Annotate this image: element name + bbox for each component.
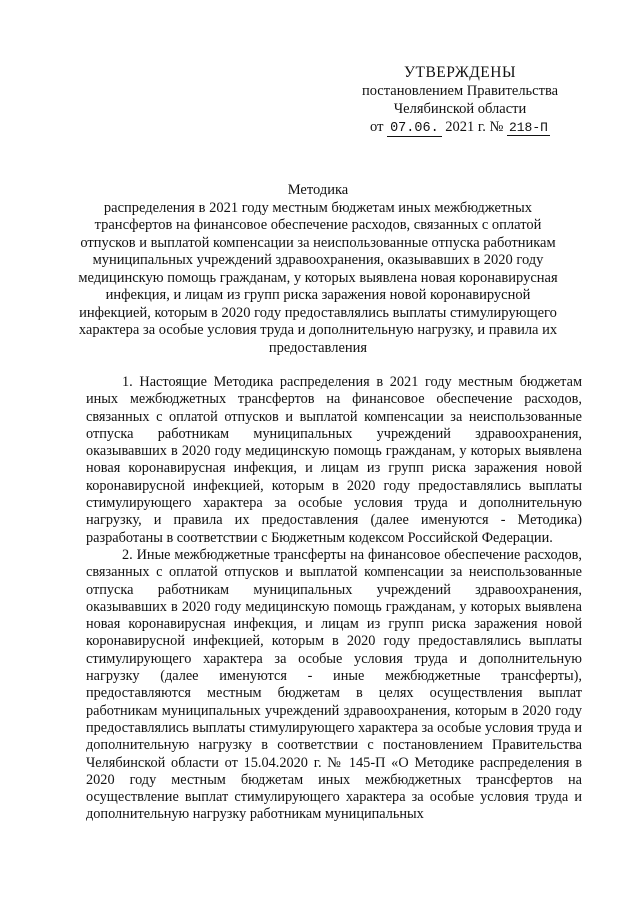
approval-number-handwritten: 218-П xyxy=(508,120,548,135)
approval-block xyxy=(340,64,580,137)
document-body xyxy=(86,374,582,824)
paragraph-1: 1. Настоящие Методика распределения в 2021 году местным бюджетам иных межбюджетных трансфертов на финансовое обеспечение расходов, связанных с оплатой отпусков и выплатой компенсации за неиспользованные отпуска работникам муниципальных учреждений здравоохранения, оказывавших в 2020 году медицинскую помощь гражданам, у которых выявлена новая коронавирусная инфекция, и лицам из групп риска заражения новой коронавирусной инфекцией, которым в 2020 году предоставлялись выплаты стимулирующего характера за особые условия труда и дополнительную нагрузку, и правила их предоставления (далее именуются - Методика) разработаны в соответствии с Бюджетным кодексом Российской Федерации. xyxy=(86,374,582,546)
approval-year-suffix: 2021 г. № xyxy=(445,119,504,135)
approval-from-prefix: от xyxy=(370,119,384,135)
document-heading: Методика xyxy=(287,182,349,198)
approval-stamp: УТВЕРЖДЕНЫ xyxy=(404,64,516,81)
document-title-description: распределения в 2021 году местным бюджетам иных межбюджетных трансфертов на финансовое обеспечение расходов, связанных с оплатой отпусков и выплатой компенсации за неиспользованные отпуска работникам муниципальных учреждений здравоохранения, оказывавших в 2020 году медицинскую помощь гражданам, у которых выявлена новая коронавирусная инфекция, и лицам из групп риска заражения новой коронавирусной инфекцией, которым в 2020 году предоставлялись выплаты стимулирующего характера за особые условия труда и дополнительную нагрузку, и правила их предоставления xyxy=(78,199,558,356)
document-title-block xyxy=(78,182,558,357)
approval-date-handwritten: 07.06. xyxy=(387,122,442,137)
approval-line-1: постановлением Правительства xyxy=(361,83,559,99)
paragraph-2: 2. Иные межбюджетные трансферты на финансовое обеспечение расходов, связанных с оплатой отпусков и выплатой компенсации за неиспользованные отпуска работникам муниципальных учреждений здравоохранения, оказывавших в 2020 году медицинскую помощь гражданам, у которых выявлена новая коронавирусная инфекция, и лицам из групп риска заражения новой коронавирусной инфекцией, которым в 2020 году предоставлялись выплаты стимулирующего характера за особые условия труда и дополнительную нагрузку (далее именуются - иные межбюджетные трансферты), предоставляются местным бюджетам в целях осуществления выплат работникам муниципальных учреждений здравоохранения, которым в 2020 году предоставлялись выплаты стимулирующего характера за особые условия труда и дополнительную нагрузку в соответствии с постановлением Правительства Челябинской области от 15.04.2020 г. № 145-П «О Методике распределения в 2020 году местным бюджетам иных межбюджетных трансфертов на осуществление выплат стимулирующего характера за особые условия труда и дополнительную нагрузку работникам муниципальных xyxy=(86,546,582,823)
approval-date-line xyxy=(340,118,580,137)
approval-line-2: Челябинской области xyxy=(393,101,527,117)
